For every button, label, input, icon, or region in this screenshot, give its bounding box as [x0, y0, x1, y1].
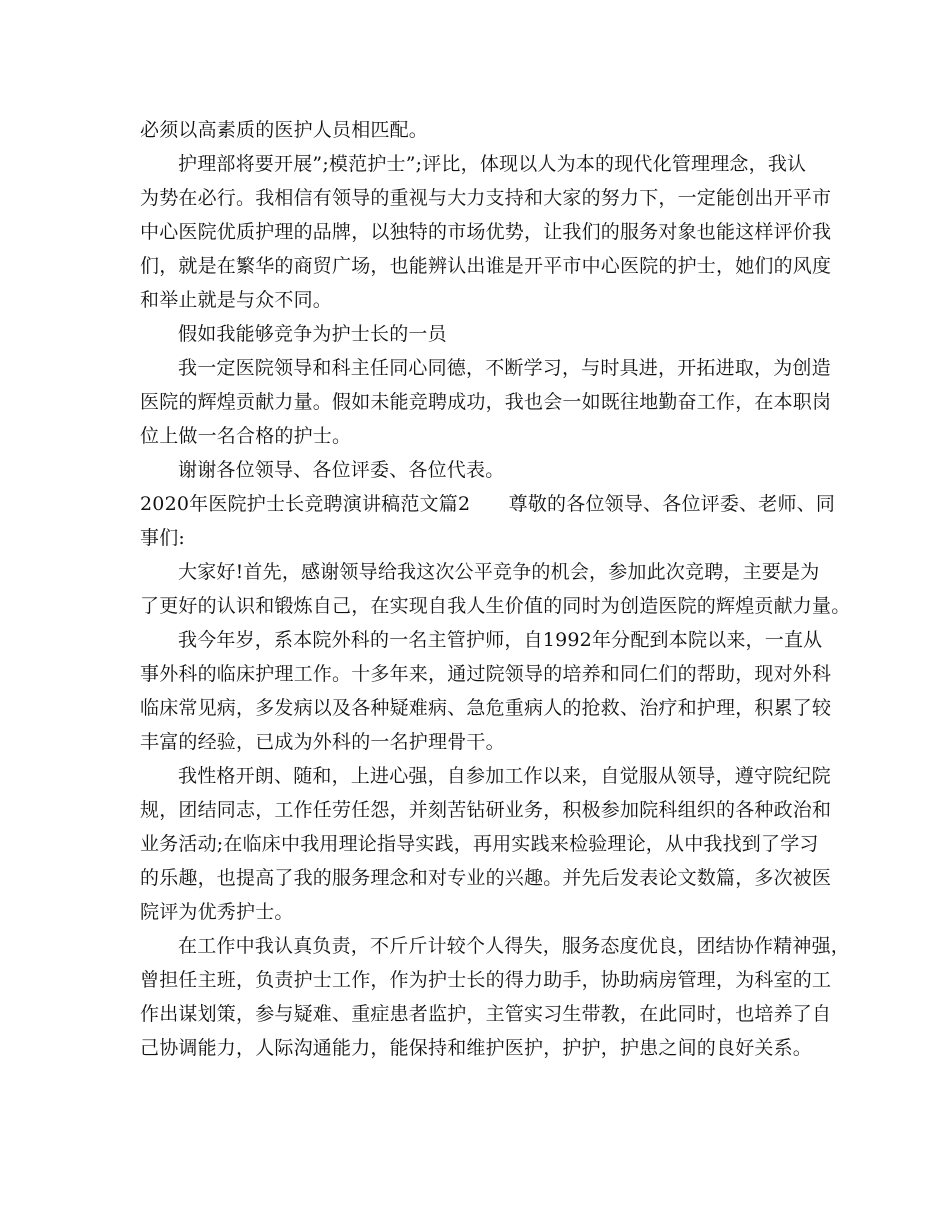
text-line: 在工作中我认真负责，不斤斤计较个人得失，服务态度优良，团结协作精神强， [178, 935, 851, 957]
text-line: 规，团结同志，工作任劳任怨，并刻苦钻研业务，积极参加院科组织的各种政治和 [140, 799, 832, 821]
text-line: 了更好的认识和锻炼自己，在实现自我人生价值的同时为创造医院的辉煌贡献力量。 [140, 595, 851, 617]
text-line: 丰富的经验，已成为外科的一名护理骨干。 [140, 731, 505, 753]
text-line: 必须以高素质的医护人员相匹配。 [140, 119, 429, 141]
text-line: 医院的辉煌贡献力量。假如未能竞聘成功，我也会一如既往地勤奋工作，在本职岗 [140, 391, 832, 413]
text-line: 院评为优秀护士。 [140, 901, 294, 923]
text-line: 的乐趣，也提高了我的服务理念和对专业的兴趣。并先后发表论文数篇，多次被医 [140, 867, 832, 889]
text-line: 事外科的临床护理工作。十多年来，通过院领导的培养和同仁们的帮助，现对外科 [140, 663, 832, 685]
text-line: 2020年医院护士长竞聘演讲稿范文篇2 尊敬的各位领导、各位评委、老师、同 [140, 493, 836, 515]
text-line: 曾担任主班，负责护士工作，作为护士长的得力助手，协助病房管理，为科室的工 [140, 969, 832, 991]
text-line: 临床常见病，多发病以及各种疑难病、急危重病人的抢救、治疗和护理，积累了较 [140, 697, 832, 719]
text-line: 和举止就是与众不同。 [140, 289, 333, 311]
text-line: 己协调能力，人际沟通能力，能保持和维护医护，护护，护患之间的良好关系。 [140, 1037, 813, 1059]
text-line: 假如我能够竞争为护士长的一员 [178, 323, 447, 345]
text-line: 护理部将要开展”;模范护士”;评比，体现以人为本的现代化管理理念，我认 [178, 153, 807, 175]
text-line: 大家好!首先，感谢领导给我这次公平竞争的机会，参加此次竞聘，主要是为 [178, 561, 820, 583]
text-line: 作出谋划策，参与疑难、重症患者监护，主管实习生带教，在此同时，也培养了自 [140, 1003, 832, 1025]
text-line: 业务活动;在临床中我用理论指导实践，再用实践来检验理论，从中我找到了学习 [140, 833, 819, 855]
text-line: 们，就是在繁华的商贸广场，也能辨认出谁是开平市中心医院的护士，她们的风度 [140, 255, 832, 277]
text-line: 我性格开朗、随和，上进心强，自参加工作以来，自觉服从领导，遵守院纪院 [178, 765, 831, 787]
text-line: 为势在必行。我相信有领导的重视与大力支持和大家的努力下，一定能创出开平市 [140, 187, 832, 209]
text-line: 中心医院优质护理的品牌，以独特的市场优势，让我们的服务对象也能这样评价我 [140, 221, 832, 243]
text-line: 我一定医院领导和科主任同心同德，不断学习，与时具进，开拓进取，为创造 [178, 357, 831, 379]
text-line: 谢谢各位领导、各位评委、各位代表。 [178, 459, 505, 481]
text-line: 我今年岁，系本院外科的一名主管护师，自1992年分配到本院以来，一直从 [178, 629, 823, 651]
text-line: 位上做一名合格的护士。 [140, 425, 352, 447]
text-line: 事们: [140, 527, 186, 549]
